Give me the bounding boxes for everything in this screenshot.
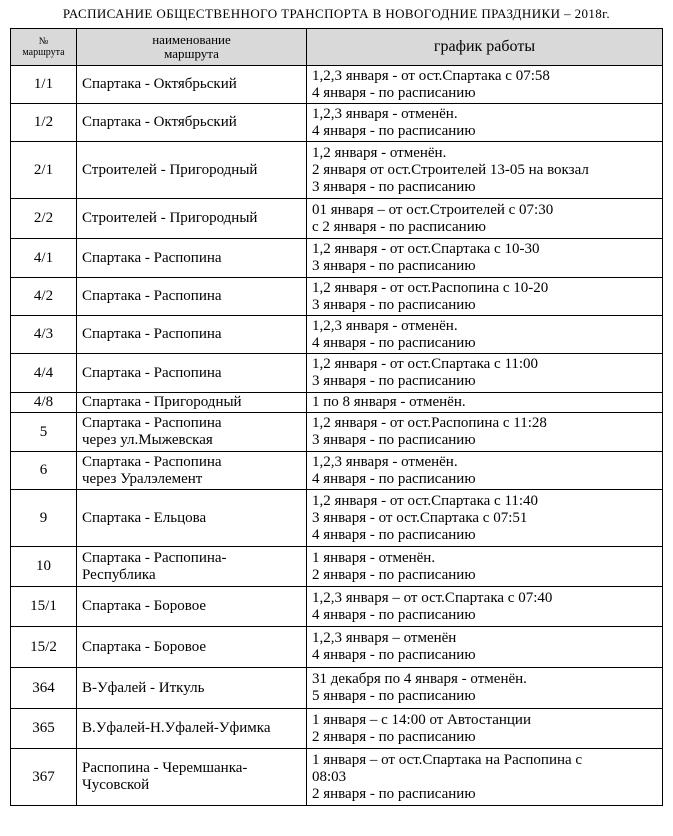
header-route-number <box>11 29 77 66</box>
table-row <box>11 490 663 547</box>
schedule-line: 01 января – от ост.Строителей с 07:30 <box>312 201 554 218</box>
route-schedule <box>307 452 663 490</box>
schedule-line: 4 января - по расписанию <box>312 334 476 351</box>
route-name <box>77 709 307 749</box>
table-row <box>11 104 663 142</box>
route-name-line: Строителей - Пригородный <box>82 161 258 178</box>
schedule-line: 1,2 января - отменён. <box>312 144 447 161</box>
route-name <box>77 452 307 490</box>
schedule-line: 31 декабря по 4 января - отменён. <box>312 671 527 687</box>
schedule-line: с 2 января - по расписанию <box>312 218 486 235</box>
schedule-line: 1,2,3 января – отменён <box>312 630 457 646</box>
route-name-line: Спартака - Ельцова <box>82 509 207 526</box>
header-route-number-line: маршрута <box>22 47 65 58</box>
route-name-line: Спартака - Распопина <box>82 288 222 304</box>
schedule-line: 2 января от ост.Строителей 13-05 на вокзал <box>312 161 589 178</box>
schedule-line: 2 января - по расписанию <box>312 785 476 802</box>
route-number: 6 <box>11 452 77 490</box>
table-row <box>11 668 663 709</box>
route-name <box>77 104 307 142</box>
route-number: 4/3 <box>11 316 77 354</box>
route-name-line: Спартака - Распопина <box>82 415 222 431</box>
route-name-line: Строителей - Пригородный <box>82 210 258 226</box>
table-row <box>11 749 663 806</box>
table-row <box>11 278 663 316</box>
route-name <box>77 316 307 354</box>
schedule-line: 3 января - по расписанию <box>312 373 476 389</box>
schedule-line: 1,2 января - от ост.Распопина с 10-20 <box>312 279 549 296</box>
page-title: РАСПИСАНИЕ ОБЩЕСТВЕННОГО ТРАНСПОРТА В НОВОГОДНИЕ ПРАЗДНИКИ – 2018г. <box>62 6 611 21</box>
route-schedule <box>307 709 663 749</box>
route-name <box>77 142 307 199</box>
schedule-line: 1,2,3 января – от ост.Спартака с 07:40 <box>312 589 553 606</box>
route-name <box>77 749 307 806</box>
route-schedule <box>307 142 663 199</box>
route-schedule <box>307 239 663 278</box>
table-row <box>11 316 663 354</box>
schedule-line: 2 января - по расписанию <box>312 728 476 745</box>
schedule-line: 3 января - от ост.Спартака с 07:51 <box>312 509 528 526</box>
route-schedule <box>307 627 663 668</box>
route-name <box>77 413 307 452</box>
route-name <box>77 547 307 587</box>
route-number: 10 <box>11 547 77 587</box>
table-row <box>11 199 663 239</box>
table-row <box>11 66 663 104</box>
route-schedule <box>307 547 663 587</box>
table-row <box>11 627 663 668</box>
route-name-line: Республика <box>82 566 156 583</box>
table-row <box>11 239 663 278</box>
route-schedule <box>307 278 663 316</box>
schedule-line: 4 января - по расписанию <box>312 84 476 101</box>
header-route-name-line: маршрута <box>164 46 219 61</box>
route-name <box>77 668 307 709</box>
route-number: 1/1 <box>11 66 77 104</box>
route-name <box>77 490 307 547</box>
route-name <box>77 239 307 278</box>
route-number: 15/2 <box>11 627 77 668</box>
table-row <box>11 413 663 452</box>
header-schedule: график работы <box>307 29 663 66</box>
route-schedule <box>307 490 663 547</box>
schedule-line: 3 января - по расписанию <box>312 258 476 274</box>
schedule-line: 3 января - по расписанию <box>312 432 476 448</box>
schedule-line: 1,2 января - от ост.Спартака с 11:40 <box>312 492 539 509</box>
route-schedule <box>307 587 663 627</box>
header-route-number-line: № <box>38 36 49 47</box>
route-name-line: В.Уфалей-Н.Уфалей-Уфимка <box>82 720 271 736</box>
route-name <box>77 587 307 627</box>
schedule-line: 1,2 января - от ост.Спартака с 10-30 <box>312 241 540 257</box>
table-row <box>11 354 663 393</box>
route-number: 4/1 <box>11 239 77 278</box>
route-schedule <box>307 104 663 142</box>
table-header-row <box>11 29 663 66</box>
header-route-name-line: наименование <box>152 32 231 47</box>
schedule-line: 5 января - по расписанию <box>312 688 476 704</box>
schedule-line: 1 по 8 января - отменён. <box>312 394 466 410</box>
route-number: 2/1 <box>11 142 77 199</box>
route-number: 365 <box>11 709 77 749</box>
schedule-line: 08:03 <box>312 768 347 785</box>
route-number: 1/2 <box>11 104 77 142</box>
route-number: 4/2 <box>11 278 77 316</box>
schedule-line: 1,2,3 января - отменён. <box>312 105 458 122</box>
route-name-line: Спартака - Боровое <box>82 598 207 614</box>
route-name <box>77 66 307 104</box>
schedule-line: 1,2,3 января - отменён. <box>312 317 458 334</box>
route-number: 9 <box>11 490 77 547</box>
route-name-line: через ул.Мыжевская <box>82 432 213 448</box>
schedule-line: 4 января - по расписанию <box>312 526 476 543</box>
schedule-line: 2 января - по расписанию <box>312 566 476 583</box>
route-name-line: Спартака - Распопина <box>82 453 222 470</box>
schedule-line: 1,2 января - от ост.Распопина с 11:28 <box>312 415 547 431</box>
route-number: 15/1 <box>11 587 77 627</box>
table-row <box>11 587 663 627</box>
route-schedule <box>307 66 663 104</box>
route-schedule <box>307 668 663 709</box>
route-schedule <box>307 749 663 806</box>
table-row <box>11 547 663 587</box>
route-number: 4/8 <box>11 393 77 413</box>
route-name-line: Чусовской <box>82 777 150 793</box>
schedule-line: 3 января - по расписанию <box>312 178 476 195</box>
schedule-line: 1,2,3 января - от ост.Спартака с 07:58 <box>312 67 550 84</box>
route-name-line: Спартака - Октябрьский <box>82 114 237 130</box>
route-name-line: Спартака - Распопина <box>82 326 222 342</box>
route-name-line: Спартака - Пригородный <box>82 394 242 410</box>
schedule-table <box>10 28 663 806</box>
route-number: 367 <box>11 749 77 806</box>
header-route-name <box>77 29 307 66</box>
route-name-line: Спартака - Боровое <box>82 638 207 655</box>
route-name-line: Спартака - Распопина <box>82 249 222 266</box>
table-row <box>11 393 663 413</box>
route-name <box>77 393 307 413</box>
schedule-line: 1 января – от ост.Спартака на Распопина с <box>312 751 583 768</box>
schedule-line: 4 января - по расписанию <box>312 647 476 663</box>
route-schedule <box>307 413 663 452</box>
route-number: 5 <box>11 413 77 452</box>
route-number: 4/4 <box>11 354 77 393</box>
schedule-line: 1 января - отменён. <box>312 549 436 566</box>
schedule-line: 3 января - по расписанию <box>312 296 476 313</box>
route-name <box>77 354 307 393</box>
schedule-line: 4 января - по расписанию <box>312 606 476 623</box>
schedule-line: 4 января - по расписанию <box>312 470 476 487</box>
schedule-line: 4 января - по расписанию <box>312 122 476 139</box>
table-row <box>11 709 663 749</box>
route-name-line: Спартака - Октябрьский <box>82 76 237 92</box>
schedule-line: 1,2 января - от ост.Спартака с 11:00 <box>312 356 539 372</box>
route-number: 2/2 <box>11 199 77 239</box>
route-name-line: Спартака - Распопина- <box>82 549 227 566</box>
schedule-line: 1,2,3 января - отменён. <box>312 453 458 470</box>
route-name-line: Распопина - Черемшанка- <box>82 760 248 776</box>
route-number: 364 <box>11 668 77 709</box>
table-row <box>11 452 663 490</box>
route-name <box>77 199 307 239</box>
route-schedule <box>307 354 663 393</box>
route-schedule <box>307 316 663 354</box>
route-name <box>77 627 307 668</box>
route-schedule <box>307 393 663 413</box>
table-row <box>11 142 663 199</box>
route-name <box>77 278 307 316</box>
route-name-line: через Уралэлемент <box>82 470 203 487</box>
route-schedule <box>307 199 663 239</box>
schedule-line: 1 января – с 14:00 от Автостанции <box>312 711 531 728</box>
route-name-line: Спартака - Распопина <box>82 364 222 381</box>
route-name-line: В-Уфалей - Иткуль <box>82 679 205 696</box>
